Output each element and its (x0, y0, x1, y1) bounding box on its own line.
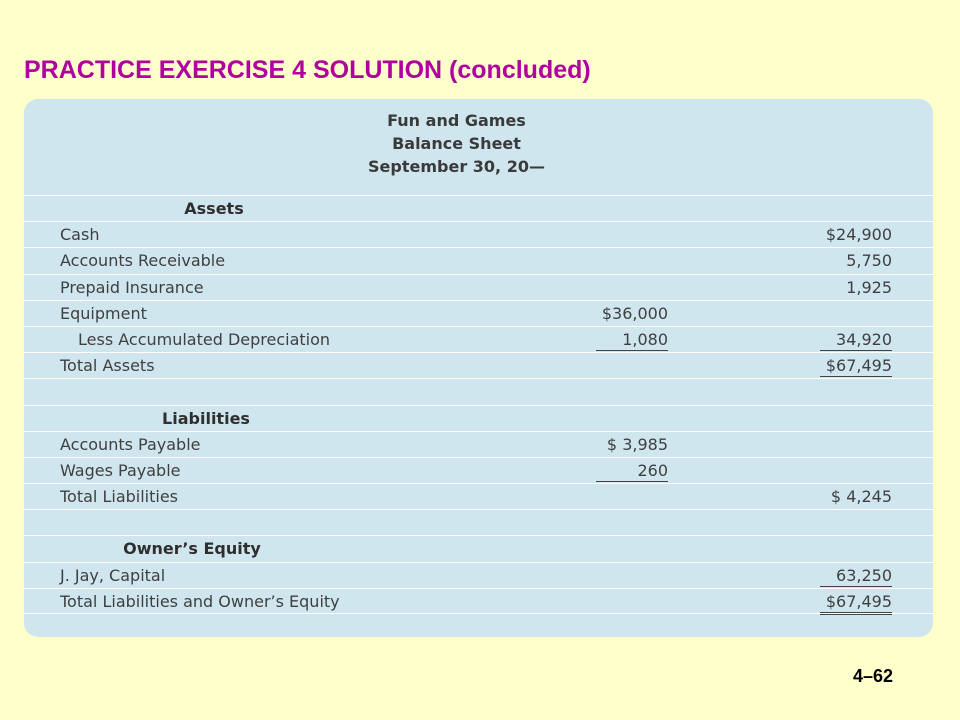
row-label: Total Liabilities and Owner’s Equity (60, 591, 340, 611)
table-row (24, 588, 933, 614)
table-row (24, 274, 933, 300)
row-amount: $24,900 (825, 225, 892, 245)
section-heading-equity: Owner’s Equity (123, 539, 261, 559)
table-row-spacer (24, 378, 933, 404)
row-label: Total Liabilities (60, 487, 179, 507)
row-label: Total Assets (60, 356, 155, 376)
table-row (24, 431, 933, 457)
table-row (24, 326, 933, 352)
row-amount: 5,750 (846, 251, 892, 271)
statement-name: Balance Sheet (392, 134, 521, 153)
table-row (24, 483, 933, 509)
section-heading-assets: Assets (184, 199, 244, 218)
row-amount: 63,250 (820, 566, 892, 587)
table-row (24, 405, 933, 431)
row-label: Cash (60, 225, 100, 245)
statement-rows (24, 195, 933, 614)
row-amount: $ 3,985 (606, 434, 668, 454)
table-row-spacer (24, 509, 933, 535)
company-name: Fun and Games (387, 111, 526, 130)
table-row (24, 352, 933, 378)
table-row (24, 300, 933, 326)
row-label: Accounts Payable (60, 434, 201, 454)
row-amount-total: $ 4,245 (830, 487, 892, 507)
row-amount-total: $67,495 (820, 356, 892, 379)
table-row (24, 535, 933, 561)
balance-sheet (24, 99, 933, 637)
row-label: Equipment (60, 303, 147, 323)
table-row (24, 221, 933, 247)
row-label: Accounts Receivable (60, 251, 226, 271)
row-label: Less Accumulated Depreciation (78, 329, 331, 349)
table-row (24, 195, 933, 221)
page-number: 4–62 (853, 666, 894, 686)
row-amount: 1,925 (846, 277, 892, 297)
row-label: Prepaid Insurance (60, 277, 204, 297)
row-amount-total: $67,495 (820, 592, 892, 615)
section-heading-liabilities: Liabilities (162, 408, 250, 428)
row-label: Wages Payable (60, 460, 181, 480)
row-amount: 1,080 (596, 330, 668, 351)
slide-title: PRACTICE EXERCISE 4 SOLUTION (concluded) (24, 56, 591, 84)
statement-header (24, 99, 933, 194)
row-amount: $36,000 (601, 303, 668, 323)
table-row (24, 457, 933, 483)
table-row (24, 562, 933, 588)
row-amount-net: 34,920 (820, 330, 892, 351)
row-amount: 260 (596, 461, 668, 482)
table-row (24, 247, 933, 273)
statement-date: September 30, 20— (368, 157, 545, 176)
row-label: J. Jay, Capital (60, 565, 166, 585)
